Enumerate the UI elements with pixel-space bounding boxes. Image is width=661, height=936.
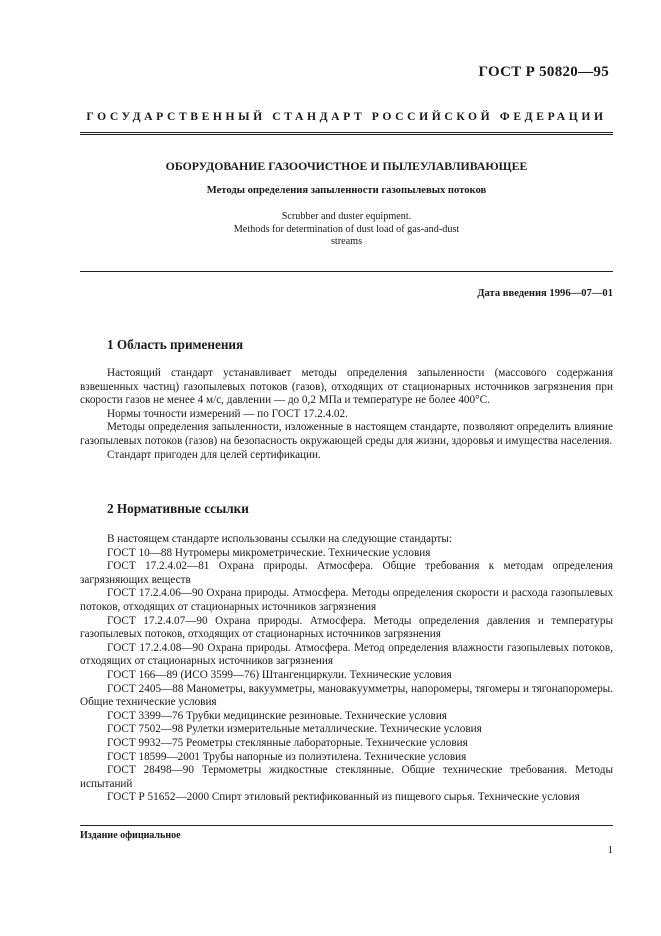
reference-item: ГОСТ 17.2.4.08—90 Охрана природы. Атмосфера. Метод определения влажности газопылевых потоков, отходящих от стационарных источников загрязнения [80,641,613,668]
reference-item: ГОСТ 9932—75 Реометры стеклянные лабораторные. Технические условия [107,736,468,749]
state-standard-banner: ГОСУДАРСТВЕННЫЙ СТАНДАРТ РОССИЙСКОЙ ФЕДЕРАЦИИ [86,110,607,123]
reference-item: ГОСТ 17.2.4.07—90 Охрана природы. Атмосфера. Методы определения давления и температуры газопылевых потоков, отходящих от стационарных источников загрязнения [80,614,613,641]
reference-item: ГОСТ 3399—76 Трубки медицинские резиновые. Технические условия [107,709,447,722]
section-2-heading: 2 Нормативные ссылки [107,501,249,516]
section-2-body [80,533,613,805]
official-edition-label: Издание официальное [80,830,181,841]
reference-item: ГОСТ 10—88 Нутромеры микрометрические. Технические условия [107,546,431,559]
page-number: 1 [607,845,613,856]
reference-item: ГОСТ 17.2.4.06—90 Охрана природы. Атмосфера. Методы определения скорости и расхода газопылевых потоков, отходящих от стационарных источников загрязнения [80,587,613,613]
paragraph: Настоящий стандарт устанавливает методы определения запыленности (массового содержания взвешенных частиц) газопылевых потоков (газов), отходящих от стационарных источников загрязнения при скорости газов не менее 4 м/с, давлении — до 0,2 МПа и температуре не более 400°С. [80,367,613,407]
introduction-date: Дата введения 1996—07—01 [477,288,613,299]
paragraph: В настоящем стандарте использованы ссылки на следующие стандарты: [107,533,452,545]
reference-item: ГОСТ 2405—88 Манометры, вакуумметры, мановакуумметры, напоромеры, тягомеры и тягонапоромеры. Общие технические условия [80,682,613,709]
english-title-line: Scrubber and duster equipment. [281,211,412,222]
reference-item: ГОСТ Р 51652—2000 Спирт этиловый ректификованный из пищевого сырья. Технические условия [107,791,580,804]
header-rule-top [80,132,613,133]
reference-item: ГОСТ 7502—98 Рулетки измерительные металлические. Технические условия [107,723,482,736]
paragraph: Методы определения запыленности, изложенные в настоящем стандарте, позволяют определить влияние газопылевых потоков (газов) на безопасность окружающей среды для жизни, здоровья и имущества населения. [80,421,613,447]
reference-item: ГОСТ 18599—2001 Трубы напорные из полиэтилена. Технические условия [107,750,467,763]
english-title-line: streams [330,236,363,247]
document-title: ОБОРУДОВАНИЕ ГАЗООЧИСТНОЕ И ПЫЛЕУЛАВЛИВАЮЩЕЕ [165,159,528,173]
section-1-heading: 1 Область применения [107,337,244,352]
title-rule [80,271,613,272]
header-rule-bottom [80,134,613,135]
document-subtitle: Методы определения запыленности газопылевых потоков [206,185,487,196]
english-title [200,211,493,249]
reference-item: ГОСТ 28498—90 Термометры жидкостные стеклянные. Общие технические требования. Методы испытаний [80,764,613,790]
paragraph: Нормы точности измерений — по ГОСТ 17.2.4.02. [107,407,348,420]
reference-item: ГОСТ 166—89 (ИСО 3599—76) Штангенциркули. Технические условия [107,668,452,681]
english-title-line: Methods for determination of dust load of gas-and-dust [233,223,460,235]
standard-code: ГОСТ Р 50820—95 [478,64,609,80]
section-1-body [80,367,613,462]
footer-rule [80,825,613,826]
reference-item: ГОСТ 17.2.4.02—81 Охрана природы. Атмосфера. Общие требования к методам определения загрязняющих веществ [80,560,613,586]
paragraph: Стандарт пригоден для целей сертификации. [107,448,321,461]
